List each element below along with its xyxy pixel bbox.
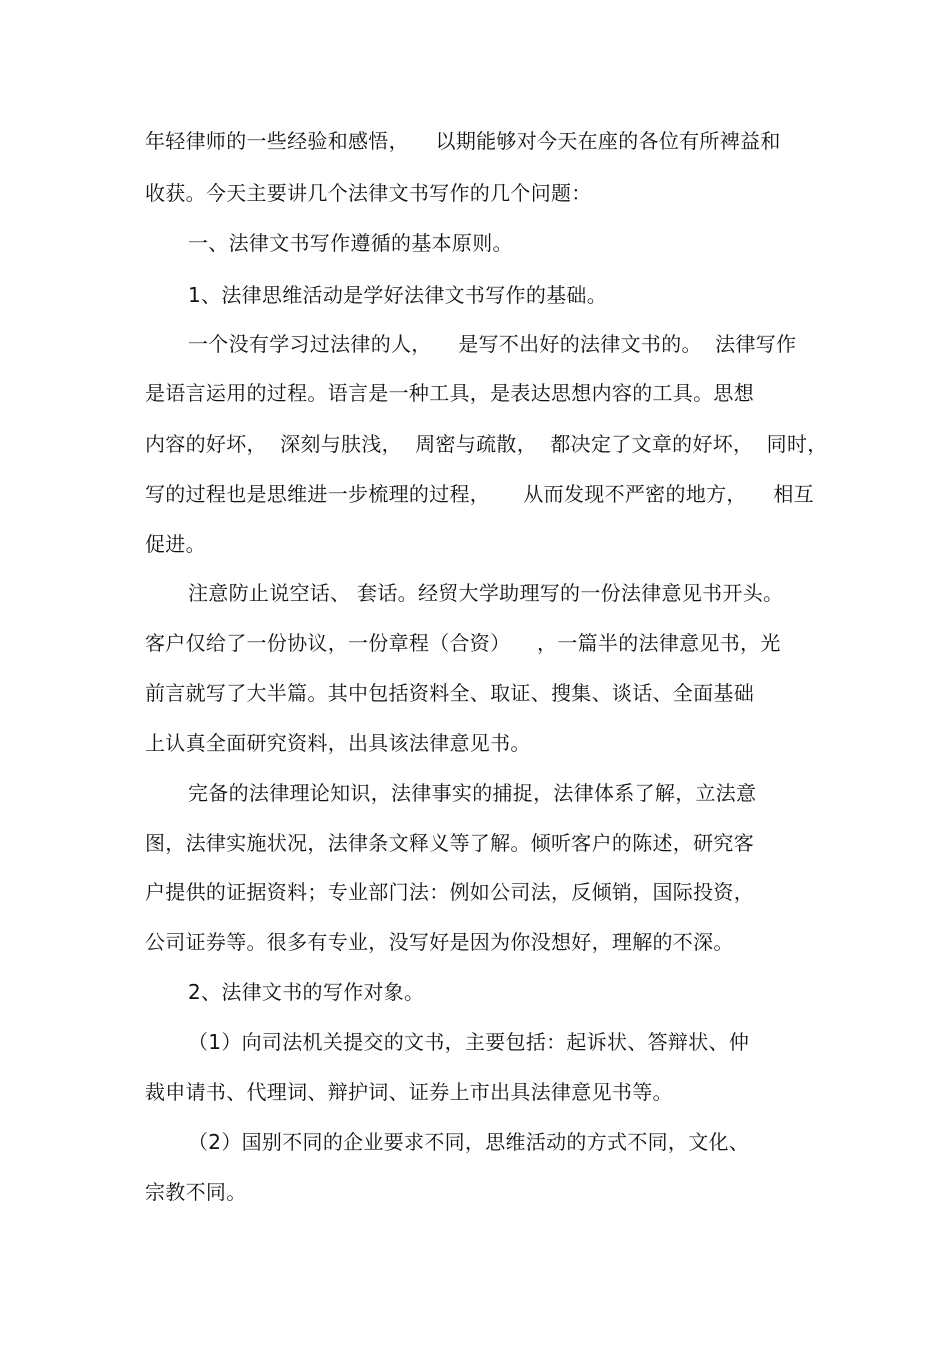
text-line: 客户仅给了一份协议，一份章程（合资） ，一篇半的法律意见书，光 — [145, 631, 781, 655]
subsection-heading: 1、法律思维活动是学好法律文书写作的基础。 — [188, 283, 608, 307]
text-line: 一个没有学习过法律的人， 是写不出好的法律文书的。 法律写作 — [188, 332, 797, 356]
list-item: （1）向司法机关提交的文书，主要包括：起诉状、答辩状、仲 — [188, 1030, 750, 1054]
text-line: 促进。 — [145, 532, 206, 556]
text-line: 公司证券等。很多有专业，没写好是因为你没想好，理解的不深。 — [145, 930, 734, 954]
text-line: 图，法律实施状况，法律条文释义等了解。倾听客户的陈述，研究客 — [145, 831, 754, 855]
text-line: 收获。今天主要讲几个法律文书写作的几个问题： — [145, 181, 592, 205]
text-line: 内容的好坏， 深刻与肤浅， 周密与疏散， 都决定了文章的好坏， 同时， — [145, 432, 828, 456]
list-item: （2）国别不同的企业要求不同，思维活动的方式不同，文化、 — [188, 1130, 750, 1154]
text-line: 写的过程也是思维进一步梳理的过程， 从而发现不严密的地方， 相互 — [145, 482, 814, 506]
text-line: 前言就写了大半篇。其中包括资料全、取证、搜集、谈话、全面基础 — [145, 681, 754, 705]
text-line: 户提供的证据资料；专业部门法：例如公司法，反倾销，国际投资， — [145, 880, 754, 904]
section-heading: 一、法律文书写作遵循的基本原则。 — [188, 231, 513, 255]
subsection-heading: 2、法律文书的写作对象。 — [188, 980, 425, 1004]
text-line: 年轻律师的一些经验和感悟， 以期能够对今天在座的各位有所裨益和 — [145, 129, 781, 153]
text-line: 完备的法律理论知识，法律事实的捕捉，法律体系了解，立法意 — [188, 781, 757, 805]
text-line: 上认真全面研究资料，出具该法律意见书。 — [145, 731, 531, 755]
text-line: 裁申请书、代理词、辩护词、证券上市出具法律意见书等。 — [145, 1080, 673, 1104]
text-line: 是语言运用的过程。语言是一种工具，是表达思想内容的工具。思想 — [145, 381, 754, 405]
text-line: 宗教不同。 — [145, 1180, 247, 1204]
text-line: 注意防止说空话、 套话。经贸大学助理写的一份法律意见书开头。 — [188, 581, 784, 605]
